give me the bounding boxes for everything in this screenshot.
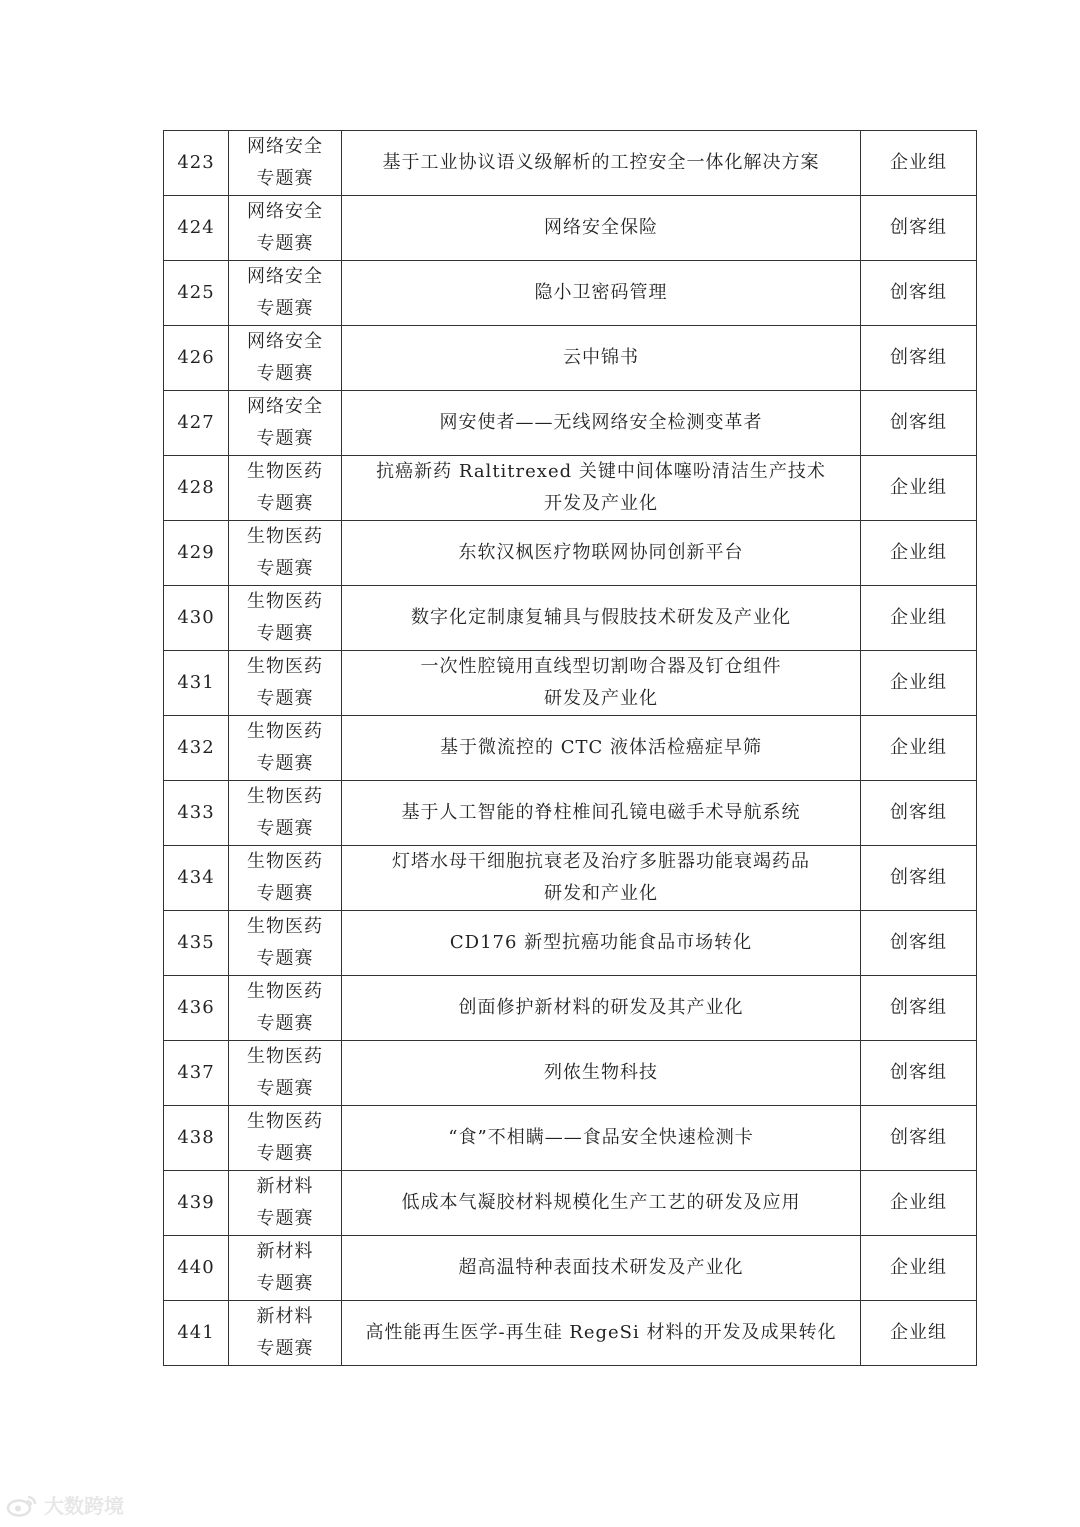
watermark xyxy=(6,1490,124,1519)
category-cell xyxy=(229,716,342,781)
project-cell xyxy=(342,1106,861,1171)
category-cell xyxy=(229,781,342,846)
project-name: 灯塔水母干细胞抗衰老及治疗多脏器功能衰竭药品 xyxy=(392,851,810,872)
category-suffix: 专题赛 xyxy=(256,363,314,384)
category-suffix: 专题赛 xyxy=(256,1013,314,1034)
project-cell xyxy=(342,911,861,976)
group-cell: 企业组 xyxy=(861,1236,977,1301)
category-suffix: 专题赛 xyxy=(256,428,314,449)
category-name: 生物医药 xyxy=(247,526,323,547)
category-name: 生物医药 xyxy=(247,1111,323,1132)
table-body xyxy=(164,131,977,1366)
category-cell xyxy=(229,131,342,196)
project-name: 隐小卫密码管理 xyxy=(534,282,668,303)
project-cell xyxy=(342,1171,861,1236)
row-number: 436 xyxy=(164,976,229,1041)
project-cell xyxy=(342,976,861,1041)
row-number: 435 xyxy=(164,911,229,976)
category-suffix: 专题赛 xyxy=(256,1338,314,1359)
project-cell xyxy=(342,521,861,586)
category-suffix: 专题赛 xyxy=(256,1143,314,1164)
table-row xyxy=(164,716,977,781)
project-cell xyxy=(342,586,861,651)
group-cell: 企业组 xyxy=(861,586,977,651)
project-cell xyxy=(342,456,861,521)
project-name: 列侬生物科技 xyxy=(544,1062,658,1083)
row-number: 437 xyxy=(164,1041,229,1106)
table-row xyxy=(164,1171,977,1236)
project-cell xyxy=(342,196,861,261)
project-cell xyxy=(342,261,861,326)
project-name: 基于工业协议语义级解析的工控安全一体化解决方案 xyxy=(382,152,820,173)
category-suffix: 专题赛 xyxy=(256,298,314,319)
category-suffix: 专题赛 xyxy=(256,233,314,254)
category-suffix: 专题赛 xyxy=(256,168,314,189)
row-number: 424 xyxy=(164,196,229,261)
category-name: 生物医药 xyxy=(247,591,323,612)
project-name-continued: 开发及产业化 xyxy=(544,493,658,514)
category-cell xyxy=(229,651,342,716)
group-cell: 企业组 xyxy=(861,651,977,716)
row-number: 440 xyxy=(164,1236,229,1301)
group-cell: 企业组 xyxy=(861,1301,977,1366)
project-table xyxy=(163,130,977,1366)
category-cell xyxy=(229,521,342,586)
project-name: 低成本气凝胶材料规模化生产工艺的研发及应用 xyxy=(401,1192,801,1213)
category-suffix: 专题赛 xyxy=(256,493,314,514)
project-name: 基于人工智能的脊柱椎间孔镜电磁手术导航系统 xyxy=(401,802,801,823)
project-cell xyxy=(342,326,861,391)
category-cell xyxy=(229,1041,342,1106)
table-row xyxy=(164,261,977,326)
table-row xyxy=(164,521,977,586)
category-suffix: 专题赛 xyxy=(256,753,314,774)
project-name-continued: 研发及产业化 xyxy=(544,688,658,709)
table-row xyxy=(164,781,977,846)
group-cell: 企业组 xyxy=(861,131,977,196)
category-name: 生物医药 xyxy=(247,461,323,482)
project-name: 网安使者——无线网络安全检测变革者 xyxy=(439,412,763,433)
project-name: 数字化定制康复辅具与假肢技术研发及产业化 xyxy=(411,607,791,628)
group-cell: 创客组 xyxy=(861,196,977,261)
row-number: 425 xyxy=(164,261,229,326)
project-name-continued: 研发和产业化 xyxy=(544,883,658,904)
group-cell: 创客组 xyxy=(861,911,977,976)
category-cell xyxy=(229,261,342,326)
category-name: 生物医药 xyxy=(247,1046,323,1067)
group-cell: 创客组 xyxy=(861,1106,977,1171)
category-cell xyxy=(229,1106,342,1171)
project-name: 基于微流控的 CTC 液体活检癌症早筛 xyxy=(440,737,762,758)
table-row xyxy=(164,456,977,521)
table-row xyxy=(164,196,977,261)
group-cell: 企业组 xyxy=(861,716,977,781)
project-cell xyxy=(342,391,861,456)
row-number: 428 xyxy=(164,456,229,521)
table-row xyxy=(164,651,977,716)
table-row xyxy=(164,326,977,391)
project-name: 云中锦书 xyxy=(563,347,639,368)
category-name: 网络安全 xyxy=(247,136,323,157)
group-cell: 企业组 xyxy=(861,1171,977,1236)
project-name: 网络安全保险 xyxy=(544,217,658,238)
project-cell xyxy=(342,1041,861,1106)
project-name: 一次性腔镜用直线型切割吻合器及钉仓组件 xyxy=(420,656,782,677)
table-row xyxy=(164,391,977,456)
project-cell xyxy=(342,651,861,716)
group-cell: 创客组 xyxy=(861,781,977,846)
group-cell: 创客组 xyxy=(861,1041,977,1106)
row-number: 429 xyxy=(164,521,229,586)
table-row xyxy=(164,586,977,651)
table-row xyxy=(164,976,977,1041)
group-cell: 创客组 xyxy=(861,261,977,326)
category-name: 生物医药 xyxy=(247,916,323,937)
project-cell xyxy=(342,1301,861,1366)
table-row xyxy=(164,1041,977,1106)
table-row xyxy=(164,846,977,911)
watermark-text: 大数跨境 xyxy=(44,1494,124,1518)
category-cell xyxy=(229,1301,342,1366)
row-number: 432 xyxy=(164,716,229,781)
category-name: 生物医药 xyxy=(247,851,323,872)
project-name: “食”不相瞒——食品安全快速检测卡 xyxy=(448,1127,754,1148)
category-suffix: 专题赛 xyxy=(256,948,314,969)
category-suffix: 专题赛 xyxy=(256,1078,314,1099)
category-name: 网络安全 xyxy=(247,266,323,287)
category-cell xyxy=(229,976,342,1041)
row-number: 423 xyxy=(164,131,229,196)
category-name: 新材料 xyxy=(256,1176,314,1197)
group-cell: 创客组 xyxy=(861,391,977,456)
group-cell: 企业组 xyxy=(861,521,977,586)
category-name: 生物医药 xyxy=(247,656,323,677)
project-cell xyxy=(342,781,861,846)
category-suffix: 专题赛 xyxy=(256,558,314,579)
table-row xyxy=(164,1301,977,1366)
group-cell: 创客组 xyxy=(861,976,977,1041)
row-number: 441 xyxy=(164,1301,229,1366)
project-name: 东软汉枫医疗物联网协同创新平台 xyxy=(458,542,744,563)
category-name: 生物医药 xyxy=(247,721,323,742)
category-cell xyxy=(229,196,342,261)
category-suffix: 专题赛 xyxy=(256,1273,314,1294)
table-row xyxy=(164,1106,977,1171)
category-name: 新材料 xyxy=(256,1241,314,1262)
project-name: 创面修护新材料的研发及其产业化 xyxy=(458,997,744,1018)
group-cell: 企业组 xyxy=(861,456,977,521)
project-name: 抗癌新药 Raltitrexed 关键中间体噻吩清洁生产技术 xyxy=(376,461,826,482)
group-cell: 创客组 xyxy=(861,846,977,911)
row-number: 430 xyxy=(164,586,229,651)
table-row xyxy=(164,131,977,196)
table-row xyxy=(164,911,977,976)
category-suffix: 专题赛 xyxy=(256,1208,314,1229)
category-suffix: 专题赛 xyxy=(256,688,314,709)
category-suffix: 专题赛 xyxy=(256,623,314,644)
category-cell xyxy=(229,1236,342,1301)
category-cell xyxy=(229,1171,342,1236)
row-number: 427 xyxy=(164,391,229,456)
category-suffix: 专题赛 xyxy=(256,818,314,839)
table-row xyxy=(164,1236,977,1301)
category-cell xyxy=(229,911,342,976)
project-cell xyxy=(342,846,861,911)
category-name: 网络安全 xyxy=(247,201,323,222)
project-cell xyxy=(342,1236,861,1301)
project-name: 高性能再生医学-再生硅 RegeSi 材料的开发及成果转化 xyxy=(365,1322,837,1343)
row-number: 439 xyxy=(164,1171,229,1236)
category-suffix: 专题赛 xyxy=(256,883,314,904)
category-name: 网络安全 xyxy=(247,331,323,352)
category-cell xyxy=(229,846,342,911)
category-cell xyxy=(229,586,342,651)
row-number: 426 xyxy=(164,326,229,391)
row-number: 438 xyxy=(164,1106,229,1171)
row-number: 434 xyxy=(164,846,229,911)
category-cell xyxy=(229,456,342,521)
category-name: 新材料 xyxy=(256,1306,314,1327)
row-number: 433 xyxy=(164,781,229,846)
category-name: 生物医药 xyxy=(247,981,323,1002)
project-cell xyxy=(342,716,861,781)
project-name: CD176 新型抗癌功能食品市场转化 xyxy=(449,932,753,953)
category-name: 生物医药 xyxy=(247,786,323,807)
category-cell xyxy=(229,326,342,391)
category-name: 网络安全 xyxy=(247,396,323,417)
project-name: 超高温特种表面技术研发及产业化 xyxy=(458,1257,744,1278)
row-number: 431 xyxy=(164,651,229,716)
project-cell xyxy=(342,131,861,196)
category-cell xyxy=(229,391,342,456)
group-cell: 创客组 xyxy=(861,326,977,391)
weibo-icon xyxy=(6,1493,40,1517)
